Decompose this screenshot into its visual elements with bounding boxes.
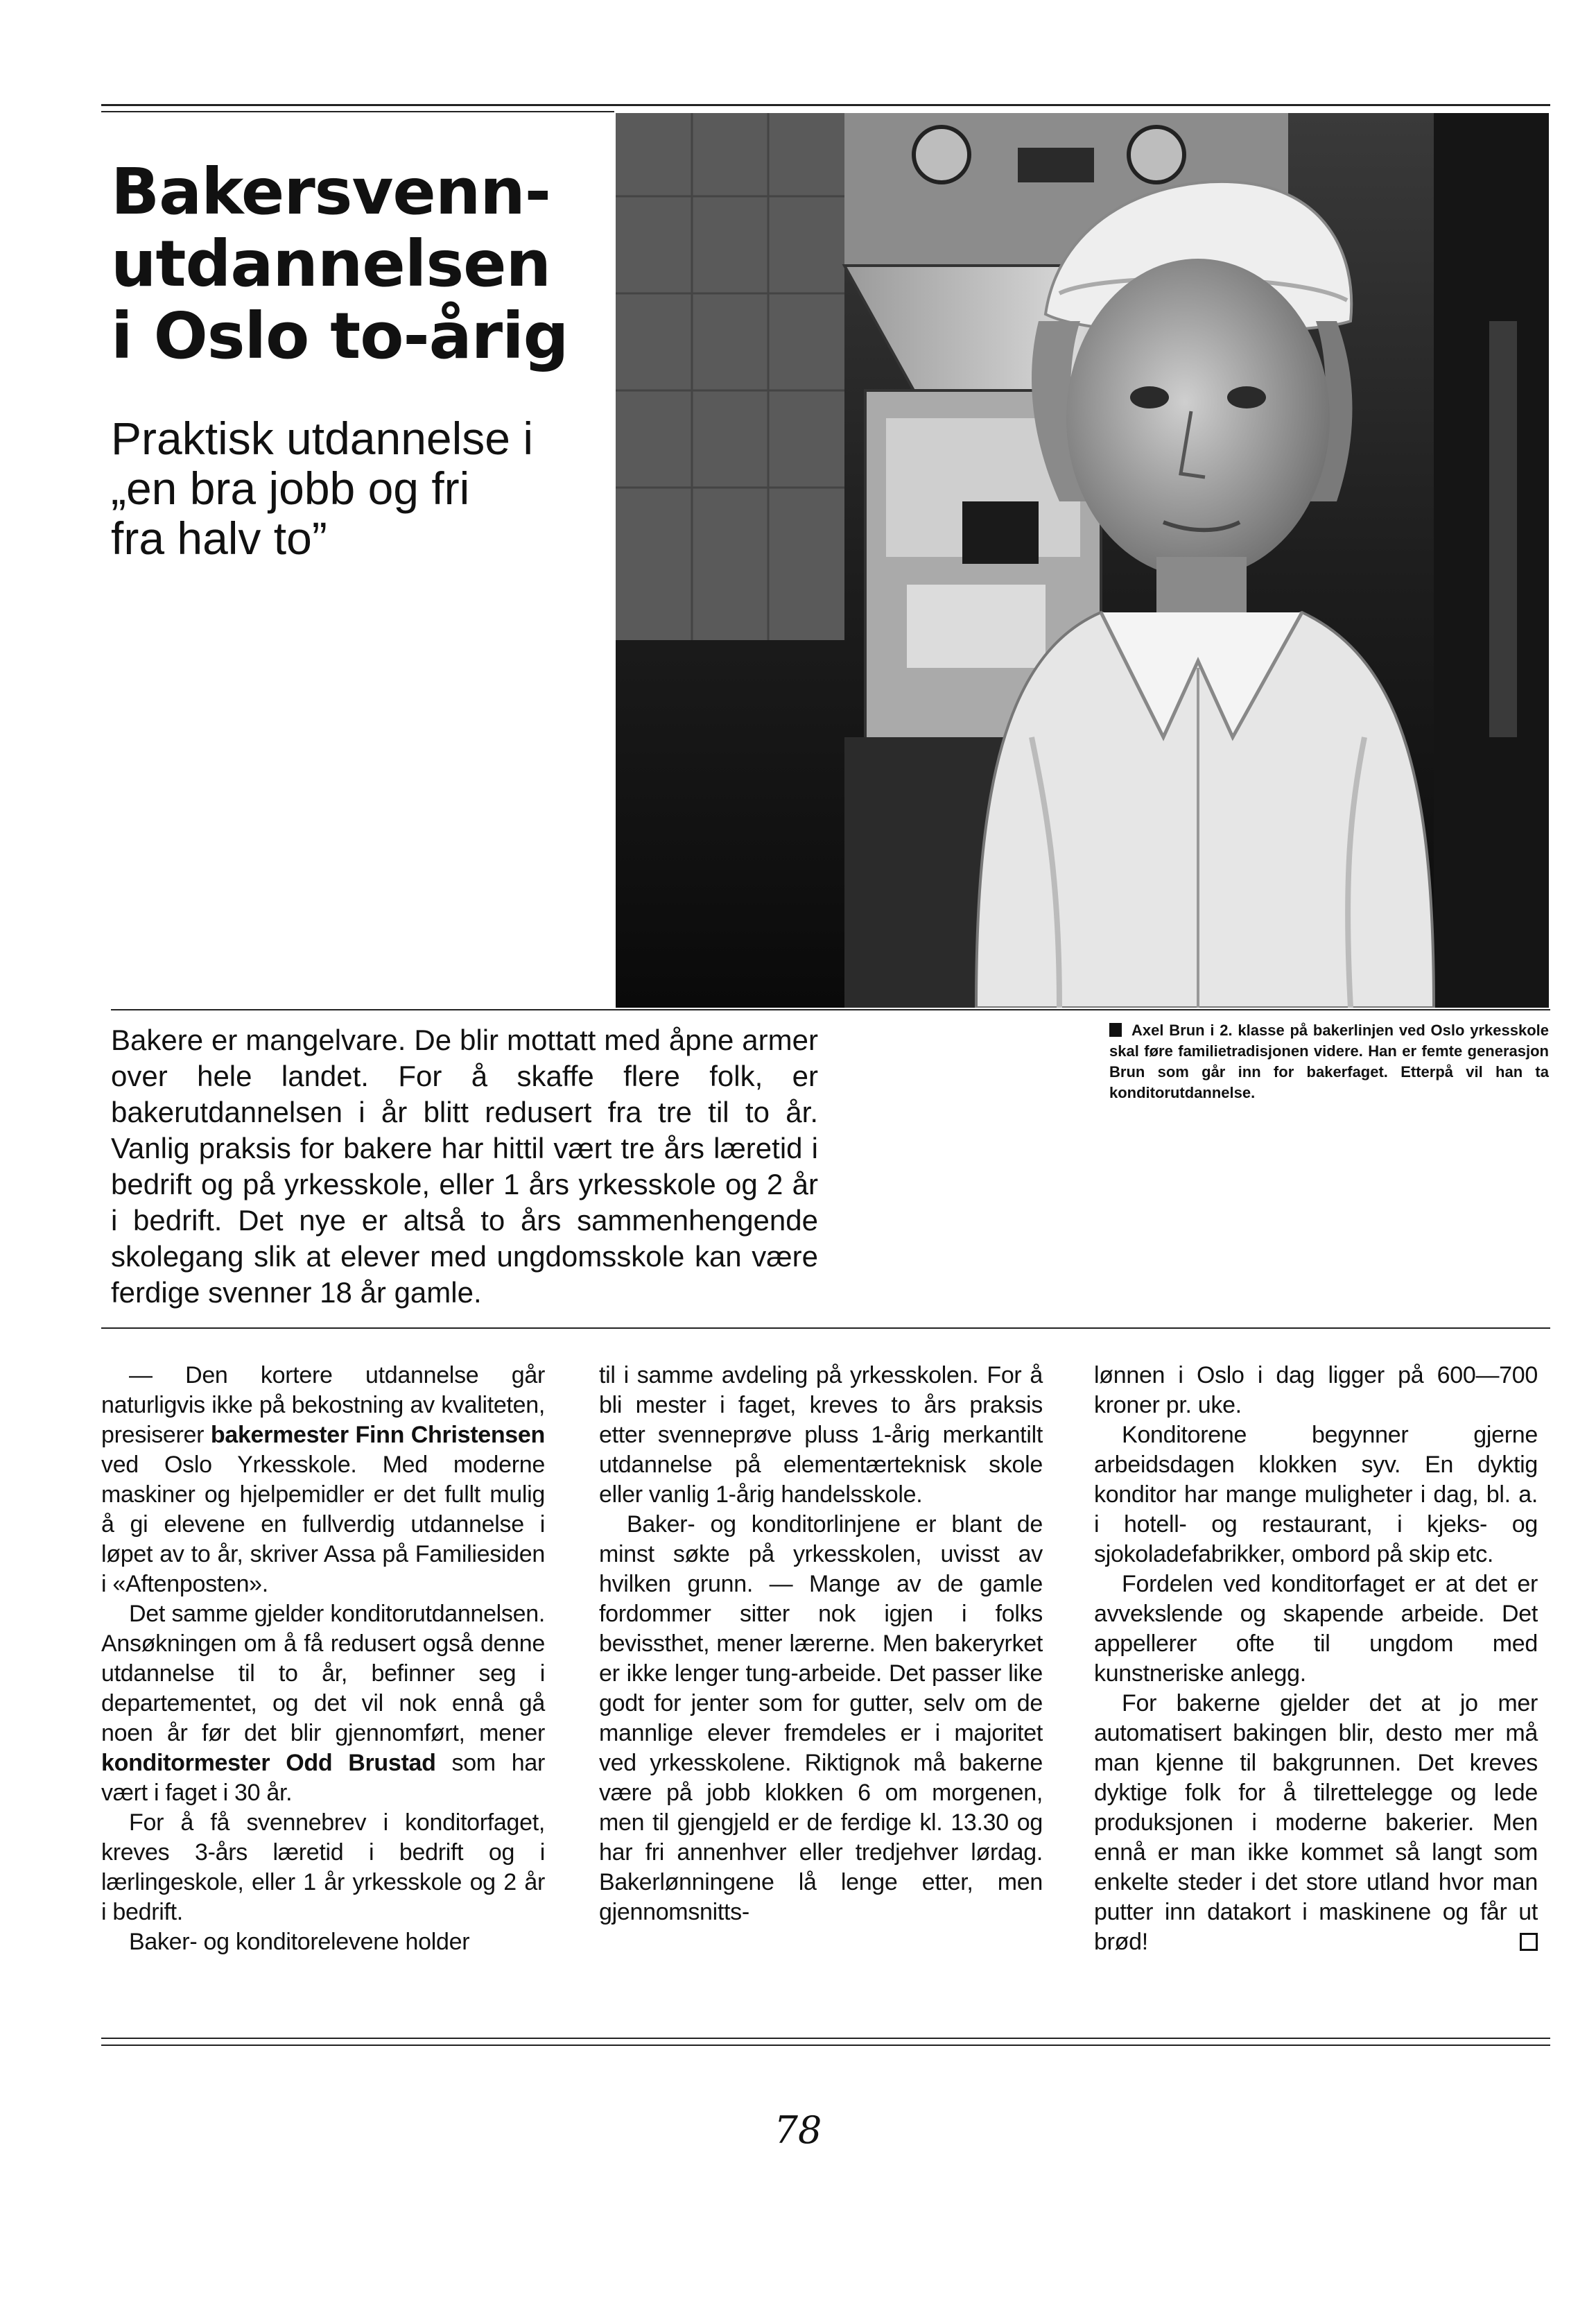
body-paragraph: Baker- og konditorelevene holder bbox=[129, 1929, 470, 1955]
text-run: ved Oslo Yrkesskole. Med moderne maskiner og hjelpemidler er det fullt mulig å gi elevene en fullverdig utdannelse i løpet av to år, skriver Assa på Familiesiden i «Aftenposten». bbox=[101, 1452, 545, 1597]
title-line-1: Bakersvenn- bbox=[111, 155, 550, 229]
text-run: For bakerne gjelder det at jo mer automatisert bakingen blir, desto mer må man kjenne til bakgrunnen. Det kreves dyktige folk for å tilrettelegge og lede produksjonen i moderne bakerier. Men ennå er man ikke kommet så langt som enkelte steder i det store utland hvor man putter inn datakort i maskinene og får ut brød! bbox=[1094, 1690, 1538, 1955]
subtitle-line-3: fra halv to” bbox=[111, 513, 327, 564]
body-column-1 bbox=[101, 1361, 545, 1957]
body-paragraph: Baker- og konditorlinjene er blant de minst søkte på yrkesskolen, uvisst av hvilken grunn. — Mange av de gamle fordommer sitter nok igjen i folks bevissthet, mener lærerne. Men bakeryrket er ikke lenger tung-arbeide. Det passer like godt for jenter som for gutter, selv om de mannlige elever fremdeles er i majoritet ved yrkesskolene. Riktignok må bakerne være på jobb klokken 6 om morgenen, men til gjengjeld er de ferdige kl. 13.30 og har fri annenhver eller tredjehver lørdag. Bakerlønningene lå lenge etter, men gjennomsnitts- bbox=[599, 1511, 1043, 1925]
end-of-article-icon bbox=[1520, 1933, 1538, 1951]
body-paragraph bbox=[1094, 1689, 1538, 1957]
title-line-2: utdannelsen bbox=[111, 227, 550, 301]
page-number: 78 bbox=[774, 2108, 822, 2152]
columns-bottom-rule-2 bbox=[101, 2045, 1550, 2046]
person-name-odd-brustad: konditormester Odd Brustad bbox=[101, 1750, 436, 1776]
article-title bbox=[111, 156, 596, 372]
person-name-finn-christensen: bakermester Finn Christensen bbox=[210, 1422, 545, 1448]
subtitle-line-1: Praktisk utdannelse i bbox=[111, 413, 533, 464]
article-lead: Bakere er mangelvare. De blir mottatt med åpne armer over hele landet. For å skaffe flere folk, er bakerutdannelsen i år blitt redusert fra tre til to år. Vanlig praksis for bakere har hittil vært tre års læretid i bedrift og på yrkesskole, eller 1 års yrkesskole og 2 år i bedrift. Det nye er altså to års sammenhengende skolegang slik at elever med ungdomsskole kan være ferdige svenner 18 år gamle. bbox=[111, 1024, 818, 1309]
body-paragraph: For å få svennebrev i konditorfaget, kreves 3-års læretid i bedrift og i lærlingeskole, eller 1 år yrkesskole og 2 år i bedrift. bbox=[101, 1809, 545, 1925]
columns-bottom-rule bbox=[101, 2038, 1550, 2039]
baker-photo bbox=[616, 113, 1549, 1008]
text-run: — Den kortere utdannelse går naturligvis ikke på bekostning av kvaliteten, presiserer bbox=[101, 1362, 545, 1448]
caption-bullet-icon bbox=[1109, 1023, 1122, 1037]
body-paragraph bbox=[101, 1361, 545, 1599]
photo-bottom-rule bbox=[111, 1009, 1550, 1010]
body-paragraph: Konditorene begynner gjerne arbeidsdagen klokken syv. En dyktig konditor har mange muligheter i dag, bl. a. i hotell- og restaurant, i kjeks- og sjokoladefabrikker, ombord på skip etc. bbox=[1094, 1422, 1538, 1567]
body-paragraph bbox=[101, 1599, 545, 1808]
subtitle-line-2: „en bra jobb og fri bbox=[111, 463, 470, 514]
photo-caption bbox=[1109, 1020, 1549, 1103]
text-run: som har vært i faget i 30 år. bbox=[101, 1750, 545, 1806]
article-subtitle bbox=[111, 413, 596, 563]
body-paragraph: lønnen i Oslo i dag ligger på 600—700 kroner pr. uke. bbox=[1094, 1362, 1538, 1418]
title-line-3: i Oslo to-årig bbox=[111, 299, 569, 373]
body-column-2 bbox=[599, 1361, 1043, 1927]
top-rule bbox=[101, 104, 1550, 106]
body-paragraph: Fordelen ved konditorfaget er at det er avvekslende og skapende arbeide. Det appellerer ofte til ungdom med kunstneriske anlegg. bbox=[1094, 1571, 1538, 1687]
body-column-3 bbox=[1094, 1361, 1538, 1957]
caption-text: Axel Brun i 2. klasse på bakerlinjen ved Oslo yrkesskole skal føre familietradisjonen videre. Han er femte generasjon Brun som går inn for bakerfaget. Etterpå vil han ta konditorutdannelse. bbox=[1109, 1022, 1549, 1101]
body-paragraph: til i samme avdeling på yrkesskolen. For å bli mester i faget, kreves to års praksis etter svenneprøve pluss 1-årig merkantilt utdannelse på elementærteknisk skole eller vanlig 1-årig handelsskole. bbox=[599, 1362, 1043, 1508]
header-rule-short bbox=[101, 111, 614, 112]
text-run: Det samme gjelder konditorutdannelsen. Ansøkningen om å få redusert også denne utdannelse til to år, befinner seg i departementet, og det vil nok ennå gå noen år før det blir gjennomført, mener bbox=[101, 1601, 545, 1746]
columns-top-rule bbox=[101, 1327, 1550, 1329]
